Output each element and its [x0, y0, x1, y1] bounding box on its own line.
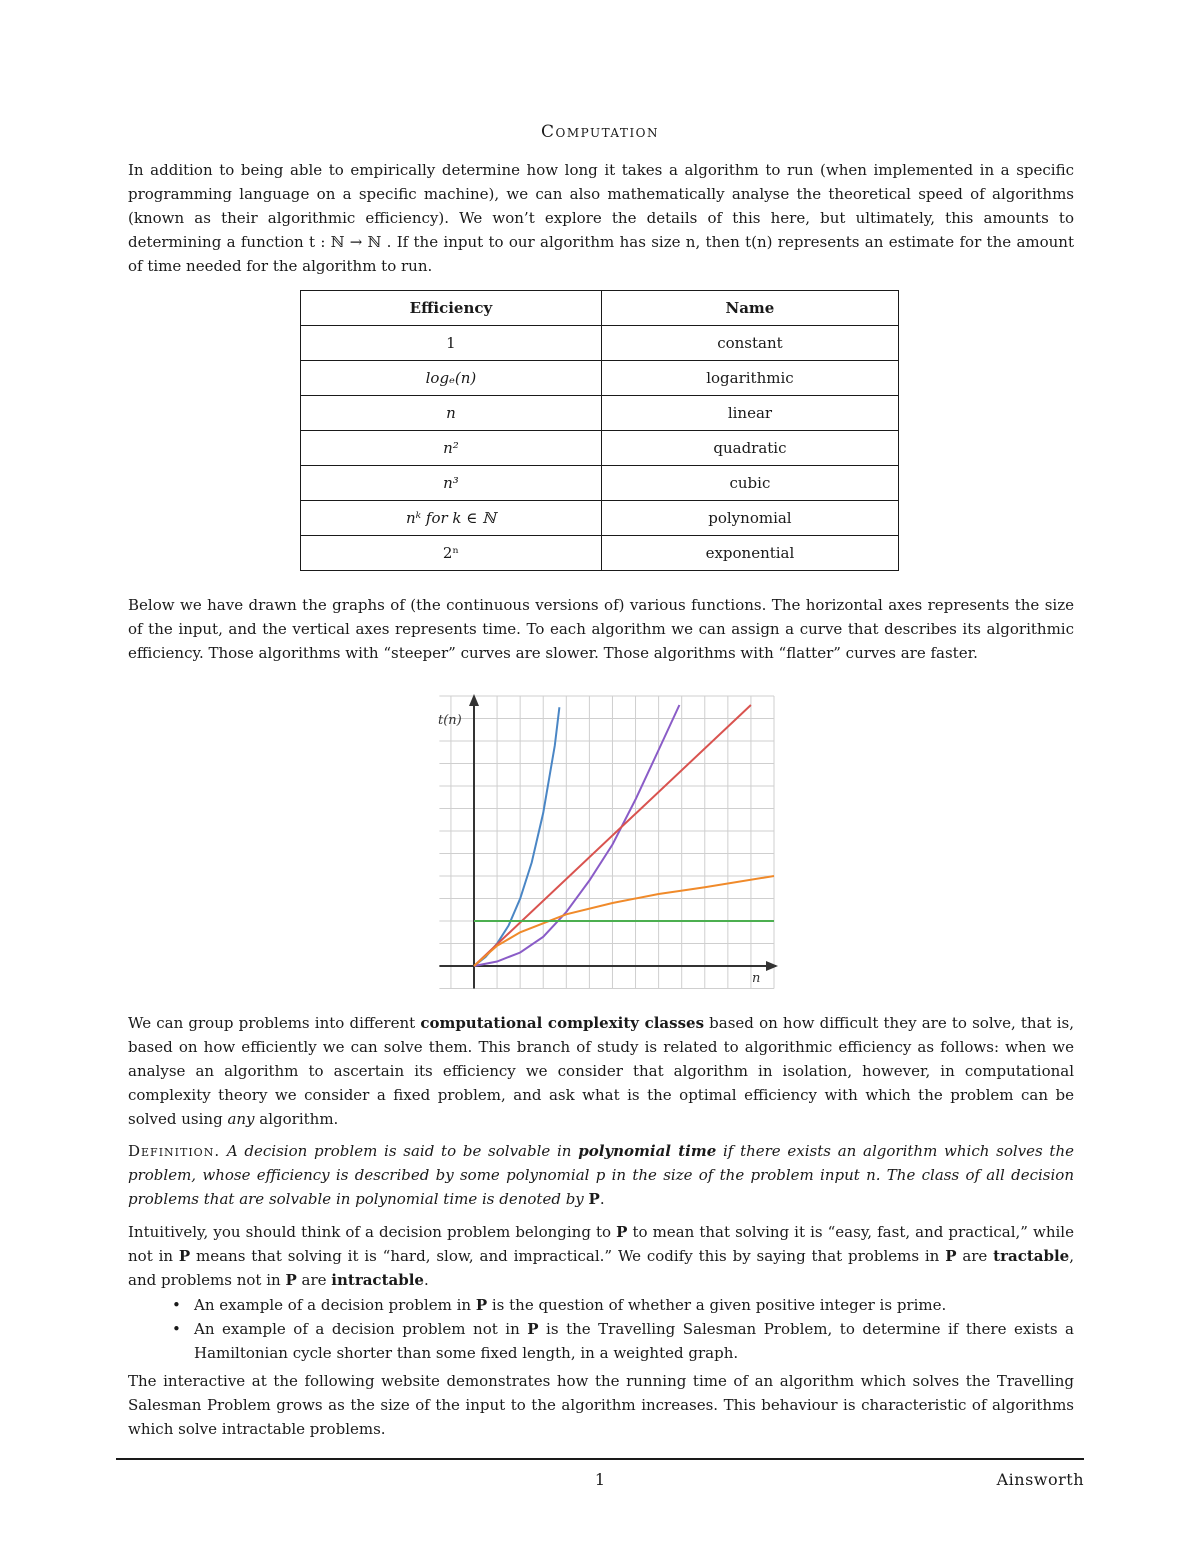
closing-paragraph: The interactive at the following website demonstrates how the running time of an algorithm which solves the Travelling Salesman Problem grows as the size of the input to the algorithm increases. This behaviour is characteristic of algorithms which solve intractable problems.: [128, 1372, 1074, 1438]
efficiency-table: [300, 290, 899, 571]
examples-list: [168, 1293, 1074, 1365]
intuition-paragraph: Intuitively, you should think of a decision problem belonging to P to mean that solving it is “easy, fast, and practical,” while not in P means that solving it is “hard, slow, and impractical.” We codify this by saying that problems in P are tractable, and problems not in P are intractable.: [128, 1223, 1074, 1289]
list-item: • An example of a decision problem in P is the question of whether a given positive integer is prime.: [168, 1293, 1074, 1317]
efficiency-cell: n³: [301, 466, 602, 501]
name-cell: logarithmic: [601, 361, 898, 396]
efficiency-cell: n: [301, 396, 602, 431]
graph-intro-paragraph: Below we have drawn the graphs of (the continuous versions of) various functions. The horizontal axes represents the size of the input, and the vertical axes represents time. To each algorithm we can assign a curve that describes its algorithmic efficiency. Those algorithms with “steeper” curves are slower. Those algorithms with “flatter” curves are faster.: [128, 596, 1074, 662]
name-cell: cubic: [601, 466, 898, 501]
page-number: 1: [594, 1470, 606, 1489]
table-row: [301, 536, 899, 571]
complexity-paragraph: We can group problems into different computational complexity classes based on how difficult they are to solve, that is, based on how efficiently we can solve them. This branch of study is related to algorithmic efficiency as follows: when we analyse an algorithm to ascertain its efficiency we consider that algorithm in isolation, however, in computational complexity theory we consider a fixed problem, and ask what is the optimal efficiency with which the problem can be solved using any algorithm.: [128, 1014, 1074, 1128]
efficiency-cell: n²: [301, 431, 602, 466]
author-name: Ainsworth: [996, 1470, 1084, 1489]
efficiency-chart: [420, 690, 780, 990]
intractable-term: intractable: [331, 1271, 424, 1289]
series-line-n2: [474, 705, 679, 966]
bullet-icon: •: [172, 1320, 181, 1338]
definition-paragraph: Definition. A decision problem is said to be solvable in polynomial time if there exists an algorithm which solves the problem, whose efficiency is described by some polynomial p in the size of the problem input n. The class of all decision problems that are solvable in polynomial time is denoted by P.: [128, 1142, 1074, 1208]
efficiency-cell: 1: [301, 326, 602, 361]
complexity-classes-term: computational complexity classes: [420, 1014, 705, 1032]
x-axis-label: n: [752, 971, 761, 986]
name-cell: polynomial: [601, 501, 898, 536]
efficiency-cell: logₑ(n): [301, 361, 602, 396]
series-line-2n: [474, 707, 559, 966]
table-row: [301, 361, 899, 396]
footer-rule: [116, 1458, 1084, 1460]
table-row: [301, 501, 899, 536]
page-title: Computation: [540, 122, 660, 142]
intro-paragraph: In addition to being able to empirically determine how long it takes a algorithm to run (when implemented in a specific programming language on a specific machine), we can also mathematically analyse the theoretical speed of algorithms (known as their algorithmic efficiency). We won’t explore the details of this here, but ultimately, this amounts to determining a function t : ℕ → ℕ . If the input to our algorithm has size n, then t(n) represents an estimate for the amount of time needed for the algorithm to run.: [128, 161, 1074, 275]
table-row: [301, 466, 899, 501]
efficiency-cell: nᵏ for k ∈ ℕ: [301, 501, 602, 536]
table-row: [301, 431, 899, 466]
header-efficiency: Efficiency: [301, 291, 602, 326]
name-cell: exponential: [601, 536, 898, 571]
efficiency-cell: 2ⁿ: [301, 536, 602, 571]
bullet-icon: •: [172, 1296, 181, 1314]
table-header-row: [301, 291, 899, 326]
class-p: P: [588, 1190, 600, 1208]
name-cell: quadratic: [601, 431, 898, 466]
tractable-term: tractable: [993, 1247, 1070, 1265]
table-row: [301, 396, 899, 431]
name-cell: constant: [601, 326, 898, 361]
definition-label: Definition.: [128, 1142, 221, 1160]
list-item: • An example of a decision problem not in P is the Travelling Salesman Problem, to determine if there exists a Hamiltonian cycle shorter than some fixed length, in a weighted graph.: [168, 1317, 1074, 1365]
name-cell: linear: [601, 396, 898, 431]
table-row: [301, 326, 899, 361]
polynomial-time-term: polynomial time: [578, 1142, 717, 1160]
y-axis-label: t(n): [438, 713, 462, 728]
header-name: Name: [601, 291, 898, 326]
x-axis-arrow-icon: [766, 961, 778, 971]
